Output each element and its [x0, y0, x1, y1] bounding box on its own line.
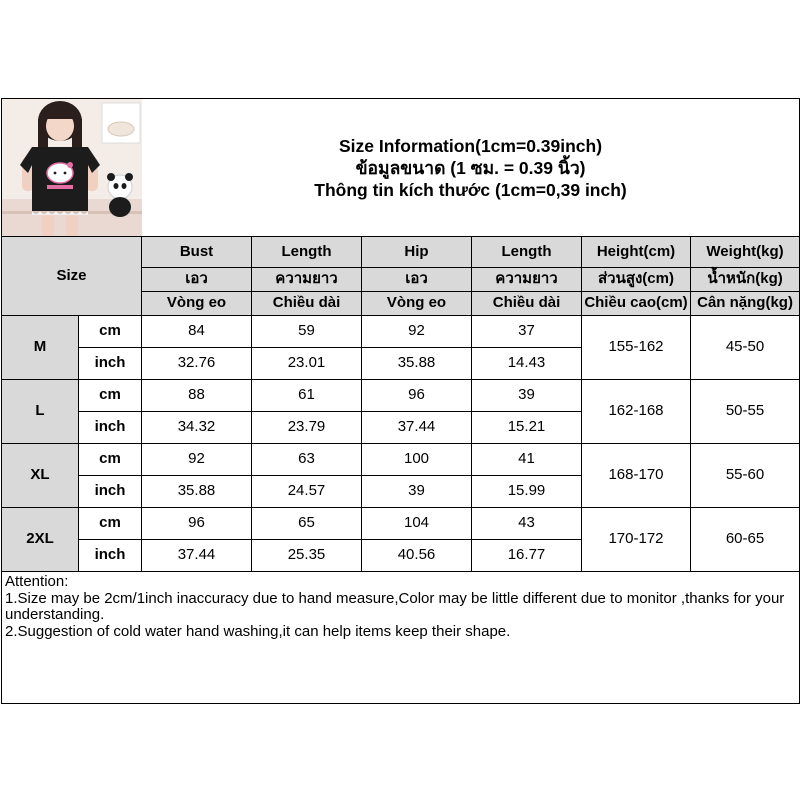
size-name: XL — [2, 444, 79, 508]
column-header-en: Height(cm) — [582, 237, 691, 268]
measurement-cell: 16.77 — [472, 540, 582, 572]
measurement-cell: 88 — [142, 380, 252, 412]
size-name: M — [2, 316, 79, 380]
measurement-cell: 92 — [362, 316, 472, 348]
weight-range: 60-65 — [691, 508, 800, 572]
product-photo-illustration — [2, 99, 142, 236]
measurement-cell: 84 — [142, 316, 252, 348]
measurement-cell: 100 — [362, 444, 472, 476]
unit-label: cm — [79, 444, 142, 476]
table-row — [2, 316, 800, 348]
height-range: 168-170 — [582, 444, 691, 508]
column-header-en: Bust — [142, 237, 252, 268]
column-header-vi: Chiều dài — [472, 292, 582, 316]
measurement-cell: 25.35 — [252, 540, 362, 572]
title-cell — [142, 99, 800, 237]
weight-range: 55-60 — [691, 444, 800, 508]
measurement-cell: 23.01 — [252, 348, 362, 380]
unit-label: cm — [79, 380, 142, 412]
title-english: Size Information(1cm=0.39inch) — [339, 135, 603, 156]
unit-label: inch — [79, 476, 142, 508]
attention-note-2: 2.Suggestion of cold water hand washing,it can help items keep their shape. — [5, 622, 511, 640]
column-header-vi: Cân nặng(kg) — [691, 292, 800, 316]
column-header-vi: Vòng eo — [362, 292, 472, 316]
measurement-cell: 32.76 — [142, 348, 252, 380]
measurement-cell: 40.56 — [362, 540, 472, 572]
title-thai: ข้อมูลขนาด (1 ซม. = 0.39 นิ้ว) — [355, 157, 586, 178]
column-header-th: ความยาว — [472, 268, 582, 292]
measurement-cell: 92 — [142, 444, 252, 476]
measurement-cell: 14.43 — [472, 348, 582, 380]
unit-label: inch — [79, 348, 142, 380]
unit-label: cm — [79, 316, 142, 348]
measurement-cell: 59 — [252, 316, 362, 348]
column-header-th: เอว — [362, 268, 472, 292]
measurement-cell: 35.88 — [142, 476, 252, 508]
size-chart-sheet — [1, 98, 799, 704]
column-header-th: เอว — [142, 268, 252, 292]
measurement-cell: 37.44 — [142, 540, 252, 572]
column-header-en: Weight(kg) — [691, 237, 800, 268]
table-row — [2, 380, 800, 412]
weight-range: 50-55 — [691, 380, 800, 444]
table-row — [2, 444, 800, 476]
measurement-cell: 96 — [142, 508, 252, 540]
column-header-vi: Chiều cao(cm) — [582, 292, 691, 316]
column-header-th: ส่วนสูง(cm) — [582, 268, 691, 292]
measurement-cell: 96 — [362, 380, 472, 412]
size-chart-table — [1, 98, 800, 704]
column-header-en: Length — [472, 237, 582, 268]
column-header-vi: Vòng eo — [142, 292, 252, 316]
measurement-cell: 24.57 — [252, 476, 362, 508]
measurement-cell: 61 — [252, 380, 362, 412]
title-vietnamese: Thông tin kích thước (1cm=0,39 inch) — [314, 179, 627, 200]
measurement-cell: 39 — [472, 380, 582, 412]
weight-range: 45-50 — [691, 316, 800, 380]
column-header-th: น้ำหนัก(kg) — [691, 268, 800, 292]
measurement-cell: 37.44 — [362, 412, 472, 444]
measurement-cell: 15.21 — [472, 412, 582, 444]
measurement-cell: 23.79 — [252, 412, 362, 444]
measurement-cell: 43 — [472, 508, 582, 540]
height-range: 155-162 — [582, 316, 691, 380]
unit-label: cm — [79, 508, 142, 540]
measurement-cell: 63 — [252, 444, 362, 476]
measurement-cell: 65 — [252, 508, 362, 540]
attention-heading: Attention: — [5, 573, 69, 590]
height-range: 170-172 — [582, 508, 691, 572]
measurement-cell: 34.32 — [142, 412, 252, 444]
measurement-cell: 35.88 — [362, 348, 472, 380]
table-row — [2, 508, 800, 540]
product-photo-cell — [2, 99, 142, 237]
unit-label: inch — [79, 540, 142, 572]
unit-label: inch — [79, 412, 142, 444]
measurement-cell: 37 — [472, 316, 582, 348]
product-photo — [2, 99, 142, 236]
attention-note-1: 1.Size may be 2cm/1inch inaccuracy due to hand measure,Color may be little different due to monitor ,thanks for your understanding. — [5, 589, 785, 623]
column-header-th: ความยาว — [252, 268, 362, 292]
measurement-cell: 104 — [362, 508, 472, 540]
size-name: 2XL — [2, 508, 79, 572]
measurement-cell: 39 — [362, 476, 472, 508]
column-header-en: Length — [252, 237, 362, 268]
measurement-cell: 41 — [472, 444, 582, 476]
measurement-cell: 15.99 — [472, 476, 582, 508]
size-header: Size — [2, 237, 142, 316]
column-header-en: Hip — [362, 237, 472, 268]
attention-notes — [2, 572, 800, 704]
height-range: 162-168 — [582, 380, 691, 444]
column-header-vi: Chiều dài — [252, 292, 362, 316]
size-name: L — [2, 380, 79, 444]
